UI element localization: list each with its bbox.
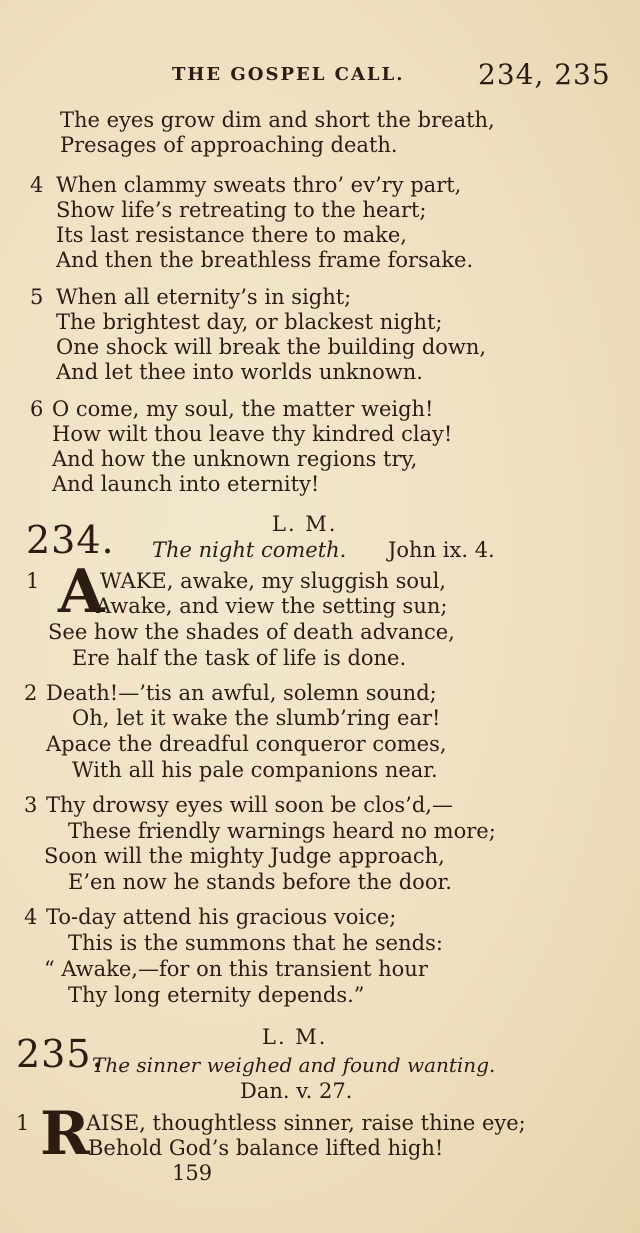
verse-line: AISE, thoughtless sinner, raise thine eye; <box>86 1111 526 1135</box>
verse-line: See how the shades of death advance, <box>48 620 455 644</box>
verse-number: 3 <box>24 793 38 817</box>
verse-line: Show life’s retreating to the heart; <box>56 198 427 222</box>
verse-line: Its last resistance there to make, <box>56 223 407 247</box>
verse-line: When all eternity’s in sight; <box>56 285 352 309</box>
scripture-reference: John ix. 4. <box>388 538 495 562</box>
verse-number: 6 <box>30 397 44 421</box>
verse-number: 1 <box>26 569 40 593</box>
drop-cap: A <box>58 557 105 627</box>
hymn-number: 235. <box>16 1032 105 1076</box>
verse-line: And let thee into worlds unknown. <box>56 360 423 384</box>
verse-line: E’en now he stands before the door. <box>68 870 452 894</box>
verse-line: These friendly warnings heard no more; <box>68 819 496 843</box>
verse-line: And how the unknown regions try, <box>52 447 418 471</box>
verse-line: One shock will break the building down, <box>56 335 487 359</box>
verse-line: When clammy sweats thro’ ev’ry part, <box>56 173 462 197</box>
verse-number: 2 <box>24 681 38 705</box>
verse-line: Awake, and view the setting sun; <box>96 594 448 618</box>
page-number: 159 <box>172 1161 213 1185</box>
verse-line: Thy long eternity depends.” <box>68 983 365 1007</box>
verse-line: Ere half the task of life is done. <box>72 646 407 670</box>
verse-line: And then the breathless frame forsake. <box>56 248 474 272</box>
verse-number: 4 <box>30 173 44 197</box>
verse-line: Soon will the mighty Judge approach, <box>44 844 445 868</box>
verse-line: O come, my soul, the matter weigh! <box>52 397 434 421</box>
hymn-title: The night cometh. <box>152 538 347 562</box>
verse-line: This is the summons that he sends: <box>68 931 443 955</box>
verse-number: 1 <box>16 1111 30 1135</box>
hymn-range: 234, 235 <box>478 58 611 91</box>
verse-line: Apace the dreadful conqueror comes, <box>46 732 447 756</box>
verse-line: Presages of approaching death. <box>60 133 398 157</box>
verse-number: 5 <box>30 285 44 309</box>
hymn-title: The sinner weighed and found wanting. <box>92 1053 496 1077</box>
verse-line: Oh, let it wake the slumb’ring ear! <box>72 706 441 730</box>
verse-line: How wilt thou leave thy kindred clay! <box>52 422 453 446</box>
verse-line: Thy drowsy eyes will soon be clos’d,— <box>46 793 453 817</box>
drop-cap: R <box>40 1099 90 1169</box>
verse-number: 4 <box>24 905 38 929</box>
scripture-reference: Dan. v. 27. <box>240 1079 353 1103</box>
running-title: THE GOSPEL CALL. <box>172 64 405 85</box>
hymn-number: 234. <box>26 518 115 562</box>
verse-line: And launch into eternity! <box>52 472 320 496</box>
verse-line: To-day attend his gracious voice; <box>46 905 397 929</box>
hymn-meter: L. M. <box>272 512 338 536</box>
verse-line: The eyes grow dim and short the breath, <box>60 108 495 132</box>
verse-line: Behold God’s balance lifted high! <box>88 1136 444 1160</box>
verse-line: With all his pale companions near. <box>72 758 438 782</box>
verse-line: WAKE, awake, my sluggish soul, <box>100 569 446 593</box>
verse-line: “ Awake,—for on this transient hour <box>44 957 428 981</box>
hymn-meter: L. M. <box>262 1025 328 1049</box>
verse-line: The brightest day, or blackest night; <box>56 310 443 334</box>
verse-line: Death!—’tis an awful, solemn sound; <box>46 681 437 705</box>
